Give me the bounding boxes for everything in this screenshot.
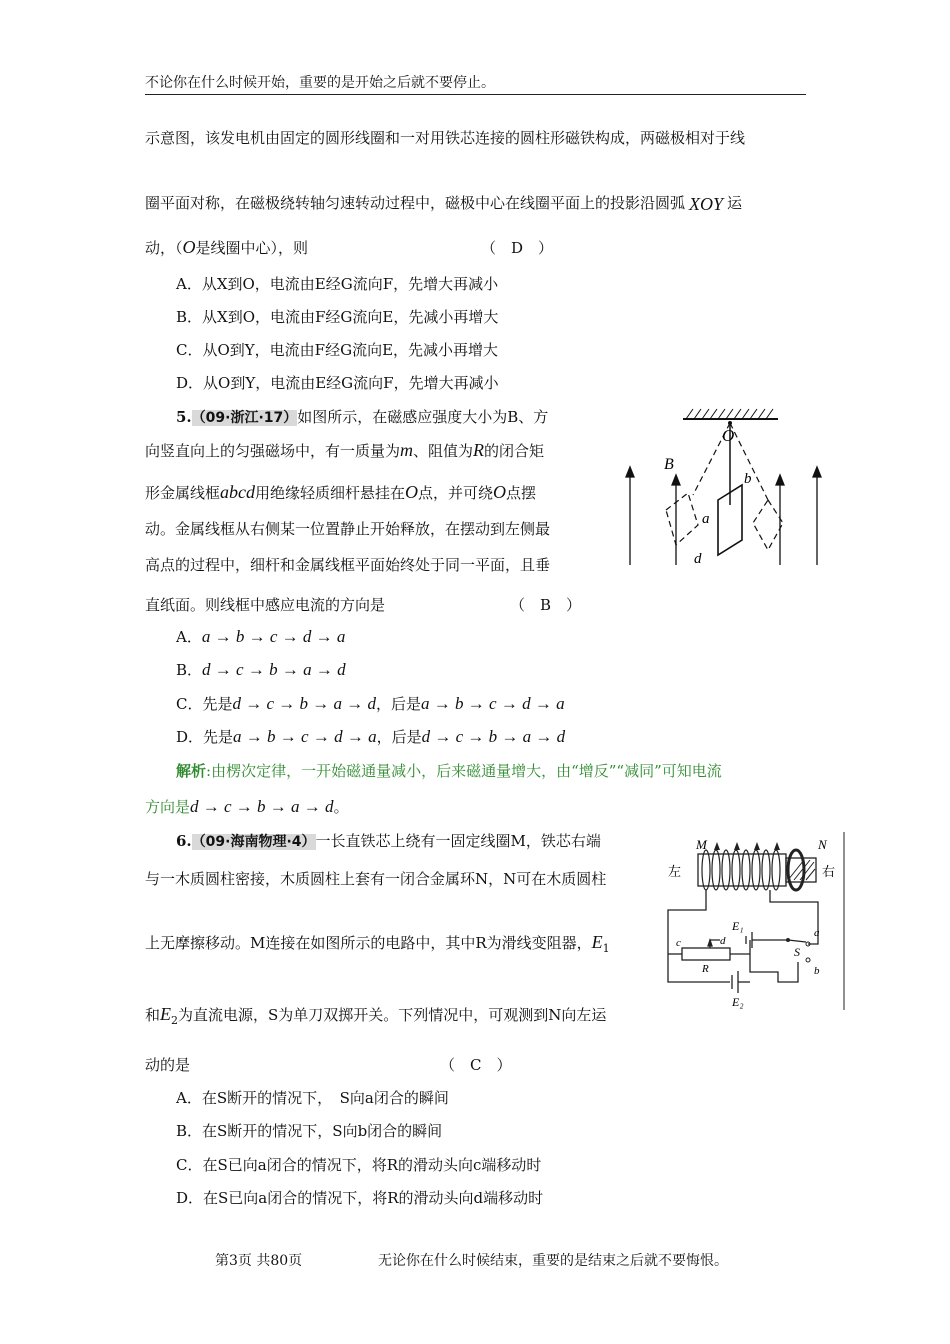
q6-line-4: 和$E_2$为直流电源，S为单刀双掷开关。下列情况中，可观测到N向左运 [145, 1004, 607, 1027]
q5-line-6: 直纸面。则线框中感应电流的方向是 [145, 596, 386, 614]
q5-line-1: 5.（09·浙江·17）如图所示，在磁感应强度大小为B、方 [176, 408, 549, 426]
q6-line-5: 动的是 [145, 1056, 191, 1074]
q5-option-d: D．先是a → b → c → d → a，后是d → c → b → a → d [176, 727, 566, 746]
label-E2: E₂ [732, 995, 744, 1009]
arc-xoy: XOY [689, 194, 724, 214]
label-M: M [696, 837, 707, 852]
q6-option-b: B．在S断开的情况下，S向b闭合的瞬间 [176, 1122, 443, 1140]
q5-option-a: A．a → b → c → d → a [176, 627, 346, 646]
q5-source: （09·浙江·17） [191, 410, 298, 426]
label-left: 左 [668, 864, 682, 879]
label-a: a [702, 511, 710, 527]
q6-option-d: D．在S已向a闭合的情况下，将R的滑动头向d端移动时 [176, 1189, 544, 1207]
footer-page-number: 第3页 共80页 [215, 1253, 303, 1269]
label-b: b [744, 471, 752, 487]
header-motto: 不论你在什么时候开始，重要的是开始之后就不要停止。 [145, 75, 495, 91]
q4-line-1: 示意图，该发电机由固定的圆形线圈和一对用铁芯连接的圆柱形磁铁构成，两磁极相对于线 [145, 129, 746, 147]
q5-analysis-line-1: 解析:由楞次定律，一开始磁通量减小，后来磁通量增大，由“增反”“减同”可知电流 [176, 762, 722, 780]
label-d: d [720, 935, 726, 947]
q5-line-2: 向竖直向上的匀强磁场中，有一质量为m、阻值为R的闭合矩 [145, 440, 545, 460]
label-B: B [664, 456, 674, 473]
label-d: d [694, 551, 702, 567]
q4-option-d: D．从O到Y，电流由E经G流向F，先增大再减小 [176, 374, 499, 392]
q6-line-3: 上无摩擦移动。M连接在如图所示的电路中，其中R为滑线变阻器，$E_1$ [145, 932, 610, 955]
label-E1: E₁ [732, 919, 744, 933]
q6-line-1: 6.（09·海南物理·4）一长直铁芯上绕有一固定线圈M，铁芯右端 [176, 832, 601, 850]
label-O: O [722, 426, 735, 445]
q6-source: （09·海南物理·4） [191, 834, 316, 850]
q5-figure [618, 405, 833, 585]
q4-option-c: C．从O到Y，电流由F经G流向E，先减小再增大 [176, 341, 499, 359]
q4-option-b: B．从X到O，电流由F经G流向E，先减小再增大 [176, 308, 499, 326]
label-right: 右 [822, 864, 836, 879]
q6-answer: （ C ） [440, 1056, 512, 1074]
q4-line-3: 动，（O是线圈中心），则 [145, 237, 309, 257]
footer-motto: 无论你在什么时候结束，重要的是结束之后就不要悔恨。 [378, 1253, 728, 1269]
q5-line-4: 动。金属线框从右侧某一位置静止开始释放，在摆动到左侧最 [145, 520, 551, 538]
q5-answer: （ B ） [510, 596, 582, 614]
q6-figure [658, 832, 848, 1012]
q5-line-3: 形金属线框abcd用绝缘轻质细杆悬挂在O点，并可绕O点摆 [145, 482, 537, 502]
label-a: a [814, 927, 820, 939]
header-divider [145, 94, 806, 95]
q4-line-2: 圈平面对称，在磁极绕转轴匀速转动过程中，磁极中心在线圈平面上的投影沿圆弧 XOY 运 [145, 194, 743, 214]
analysis-label: 解析 [176, 762, 207, 780]
label-b: b [814, 965, 820, 977]
q6-line-2: 与一木质圆柱密接，木质圆柱上套有一闭合金属环N，N可在木质圆柱 [145, 870, 607, 888]
label-S: S [794, 945, 800, 959]
label-R: R [702, 963, 709, 975]
q5-line-5: 高点的过程中，细杆和金属线框平面始终处于同一平面，且垂 [145, 556, 551, 574]
q6-option-c: C．在S已向a闭合的情况下，将R的滑动头向c端移动时 [176, 1156, 542, 1174]
q6-option-a: A．在S断开的情况下， S向a闭合的瞬间 [176, 1089, 449, 1107]
q4-option-a: A．从X到O，电流由E经G流向F，先增大再减小 [176, 275, 499, 293]
q5-analysis-line-2: 方向是d → c → b → a → d。 [145, 797, 349, 816]
q4-answer: （ D ） [481, 239, 554, 257]
label-N: N [818, 837, 827, 852]
q5-option-b: B．d → c → b → a → d [176, 660, 346, 679]
q5-option-c: C．先是d → c → b → a → d，后是a → b → c → d → a [176, 694, 565, 713]
label-c: c [676, 937, 681, 949]
